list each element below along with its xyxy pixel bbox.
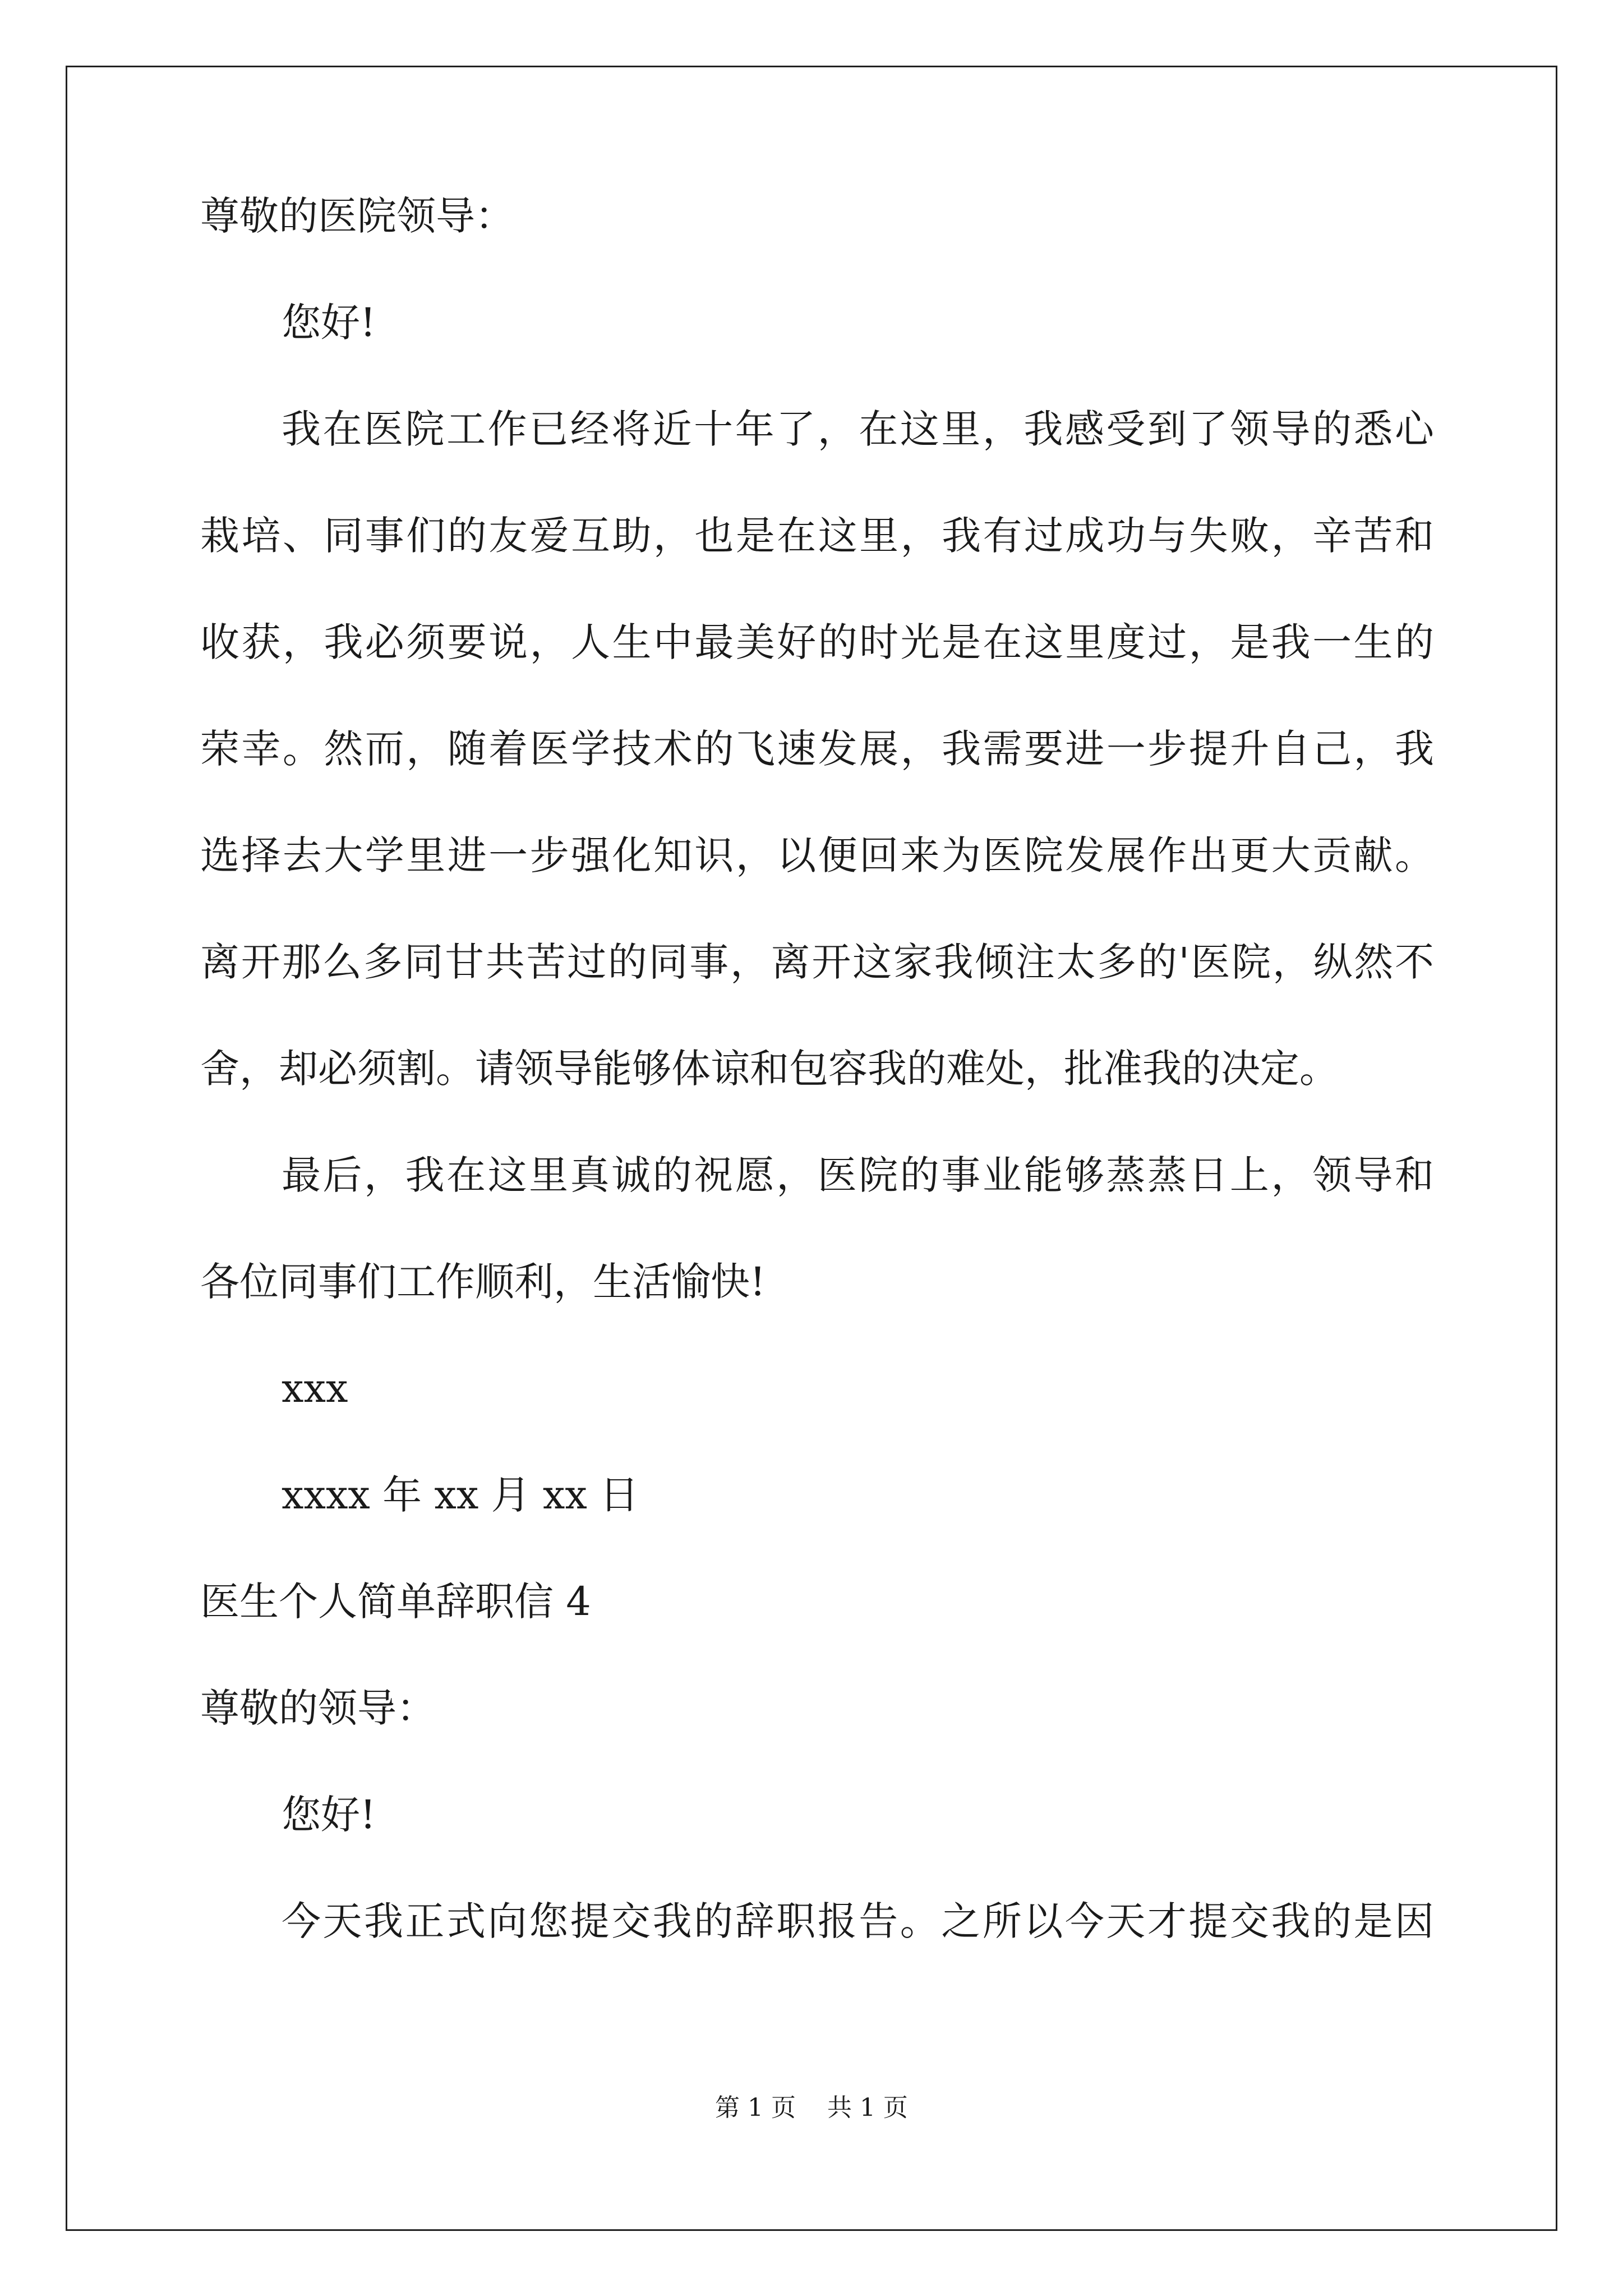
paragraph-line: 离开那么多同甘共苦过的同事，离开这家我倾注太多的'医院，纵然不 (200, 939, 1434, 985)
paragraph-line: 舍，却必须割。请领导能够体谅和包容我的难处，批准我的决定。 (200, 1046, 1339, 1092)
signature-date: xxxx 年 xx 月 xx 日 (282, 1472, 639, 1518)
greeting: 您好! (282, 300, 376, 346)
paragraph-line: 选择去大学里进一步强化知识，以便回来为医院发展作出更大贡献。 (200, 832, 1434, 878)
paragraph-line: 最后，我在这里真诚的祝愿，医院的事业能够蒸蒸日上，领导和 (282, 1152, 1434, 1198)
signature-name: xxx (282, 1365, 348, 1411)
paragraph-line: 各位同事们工作顺利，生活愉快! (200, 1259, 766, 1305)
paragraph-line: 我在医院工作已经将近十年了，在这里，我感受到了领导的悉心 (282, 406, 1434, 452)
salutation: 尊敬的领导： (200, 1685, 436, 1731)
section-title: 医生个人简单辞职信 4 (200, 1579, 591, 1625)
paragraph-line: 收获，我必须要说，人生中最美好的时光是在这里度过，是我一生的 (200, 619, 1434, 665)
page-number-footer: 第 1 页 共 1 页 (715, 2093, 908, 2122)
paragraph-line: 今天我正式向您提交我的辞职报告。之所以今天才提交我的是因 (282, 1898, 1434, 1944)
salutation: 尊敬的医院领导： (200, 193, 514, 239)
greeting: 您好! (282, 1792, 376, 1838)
paragraph-line: 栽培、同事们的友爱互助，也是在这里，我有过成功与失败，辛苦和 (200, 513, 1434, 559)
paragraph-line: 荣幸。然而，随着医学技术的飞速发展，我需要进一步提升自己，我 (200, 726, 1434, 772)
